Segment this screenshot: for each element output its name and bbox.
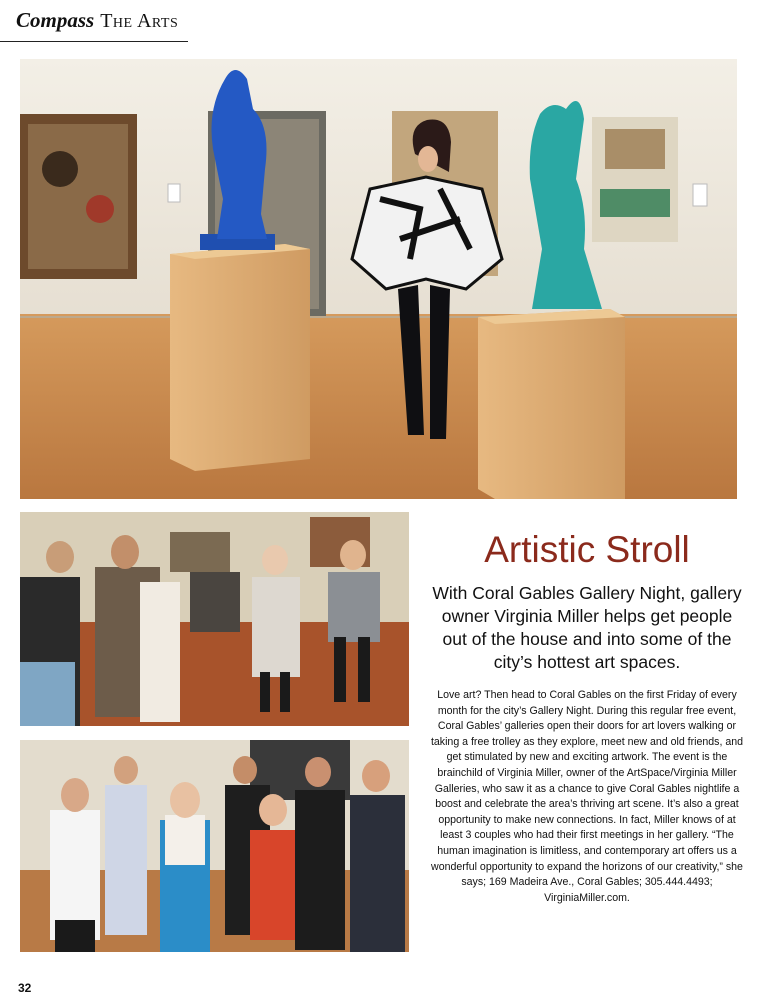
section-name: The Arts <box>100 10 179 32</box>
article-deck: With Coral Gables Gallery Night, gallery owner Virginia Miller helps get people out of the house and into some of the city’s hottest art spaces. <box>432 583 742 672</box>
gallery-crowd-photo-2 <box>20 740 409 952</box>
article <box>428 528 746 906</box>
crowd-scene-illustration-2 <box>20 740 409 952</box>
gallery-crowd-photo-1 <box>20 512 409 726</box>
article-body: Love art? Then head to Coral Gables on the first Friday of every month for the city’s Gallery Night. During this regular free event, Coral Gables’ galleries open their doors for art lovers walking or taking a free trolley as they explore, meet new and old friends, and get stimulated by new and exciting artwork. The event is the brainchild of Virginia Miller, owner of the ArtSpace/Virginia Miller Galleries, who saw it as a chance to give Coral Gables nightlife a boost and celebrate the area’s thriving art scene. It’s also a great opportunity to make new connections. In fact, Miller knows of at least 3 couples who had their first meetings in her gallery. “The human imagination is limitless, and contemporary art offers us a wonderful opportunity to expand the horizons of our creativity,” she says; 169 Madeira Ave., Coral Gables; 305.444.4493; VirginiaMiller.com. <box>430 689 744 904</box>
crowd-scene-illustration <box>20 512 409 726</box>
magazine-header <box>16 8 178 38</box>
page-number: 32 <box>18 981 32 995</box>
main-gallery-photo <box>20 59 737 499</box>
magazine-brand: Compass <box>16 8 95 32</box>
gallery-scene-illustration <box>20 59 737 499</box>
article-headline: Artistic Stroll <box>484 529 690 570</box>
header-rule <box>0 41 188 42</box>
